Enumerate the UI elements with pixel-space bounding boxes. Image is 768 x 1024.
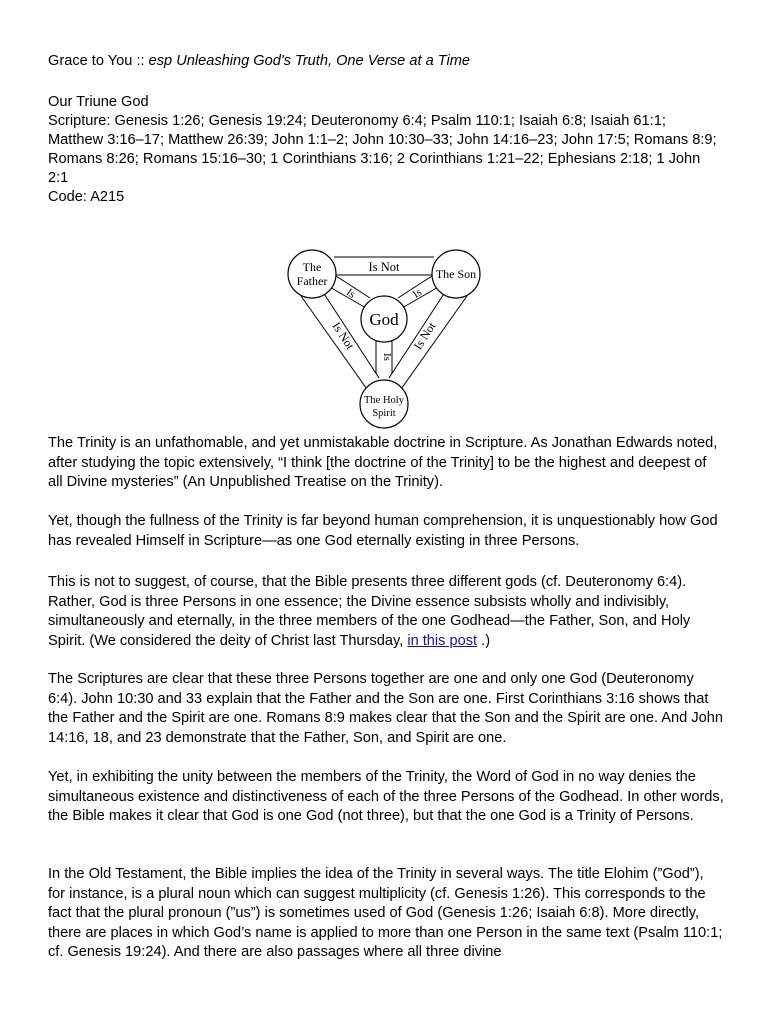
paragraph-6: In the Old Testament, the Bible implies the idea of the Trinity in several ways. The title Elohim (”God”), for instance, is a plural noun which can suggest multiplicity (cf. Genesis 1:26). This corresponds to the fact that the plural pronoun (”us”) is sometimes used of God (Genesis 1:26; Isaiah 6:8). More directly, there are places in which God’s name is applied to more than one Person in the same text (Psalm 110:1; cf. Genesis 19:24). And there are also passages where all three divine: [48, 866, 723, 960]
spirit-label-2: Spirit: [372, 408, 396, 419]
paragraph-3-end: .): [477, 632, 491, 649]
father-label-1: The: [302, 260, 322, 274]
paragraph-3-text: This is not to suggest, of course, that the Bible presents three different gods (cf. Deuteronomy 6:4). Rather, God is three Persons in one essence; the Divine essence subsists wholly and indivisibly, simultaneously and eternally, in the three members of the one Godhead—the Father, Son, and Holy Spirit. (We considered the deity of Christ last Thursday,: [48, 574, 691, 649]
father-label-2: Father: [296, 274, 328, 288]
relation-father-god: Is: [344, 286, 358, 301]
site-tagline: esp Unleashing God's Truth, One Verse at a Time: [148, 53, 471, 69]
god-label: God: [369, 310, 399, 329]
site-name: Grace to You: [48, 53, 133, 69]
spirit-label-1: The Holy: [364, 395, 404, 406]
site-heading: [48, 52, 724, 71]
article-title: Our Triune God: [48, 94, 149, 110]
paragraph-4: The Scriptures are clear that these three Persons together are one and only one God (Deuteronomy 6:4). John 10:30 and 33 explain that the Father and the Son are one. First Corinthians 3:16 shows that the Father and the Spirit are one. Romans 8:9 makes clear that the Son and the Spirit are one. And John 14:16, 18, and 23 demonstrate that the Father, Son, and Spirit are one.: [48, 671, 723, 746]
in-this-post-link[interactable]: in this post: [407, 632, 478, 649]
scripture-references: Scripture: Genesis 1:26; Genesis 19:24; Deuteronomy 6:4; Psalm 110:1; Isaiah 6:8; Isaiah 61:1; Matthew 3:16–17; Matthew 26:39; John 1:1–2; John 10:30–33; John 14:16–23; John 17:5; Romans 8:9; Romans 8:26; Romans 15:16–30; 1 Corinthians 3:16; 2 Corinthians 1:21–22; Ephesians 2:18; 1 John 2:1: [48, 113, 717, 186]
paragraph-5: Yet, in exhibiting the unity between the members of the Trinity, the Word of God in no way denies the simultaneous existence and distinctiveness of each of the three Persons of the Godhead. In other words, the Bible makes it clear that God is one God (not three), but that the one God is a Trinity of Persons.: [48, 769, 724, 824]
article-code: Code: A215: [48, 189, 125, 205]
paragraph-2: Yet, though the fullness of the Trinity is far beyond human comprehension, it is unquestionably how God has revealed Himself in Scripture—as one God eternally existing in three Persons.: [48, 513, 718, 549]
paragraph-3: [48, 573, 724, 651]
relation-son-god: Is: [410, 286, 424, 301]
relation-father-son: Is Not: [368, 260, 400, 274]
relation-son-spirit: Is Not: [410, 319, 439, 353]
relation-god-spirit: Is: [381, 353, 393, 361]
relation-father-spirit: Is Not: [329, 319, 358, 353]
header-separator: ::: [132, 53, 149, 69]
document-header: [48, 52, 724, 207]
trinity-diagram: [284, 246, 484, 434]
son-label: The Son: [435, 267, 477, 281]
paragraph-1: The Trinity is an unfathomable, and yet unmistakable doctrine in Scripture. As Jonathan Edwards noted, after studying the topic extensively, “I think [the doctrine of the Trinity] to be the highest and deepest of all Divine mysteries” (An Unpublished Treatise on the Trinity).: [48, 435, 718, 490]
